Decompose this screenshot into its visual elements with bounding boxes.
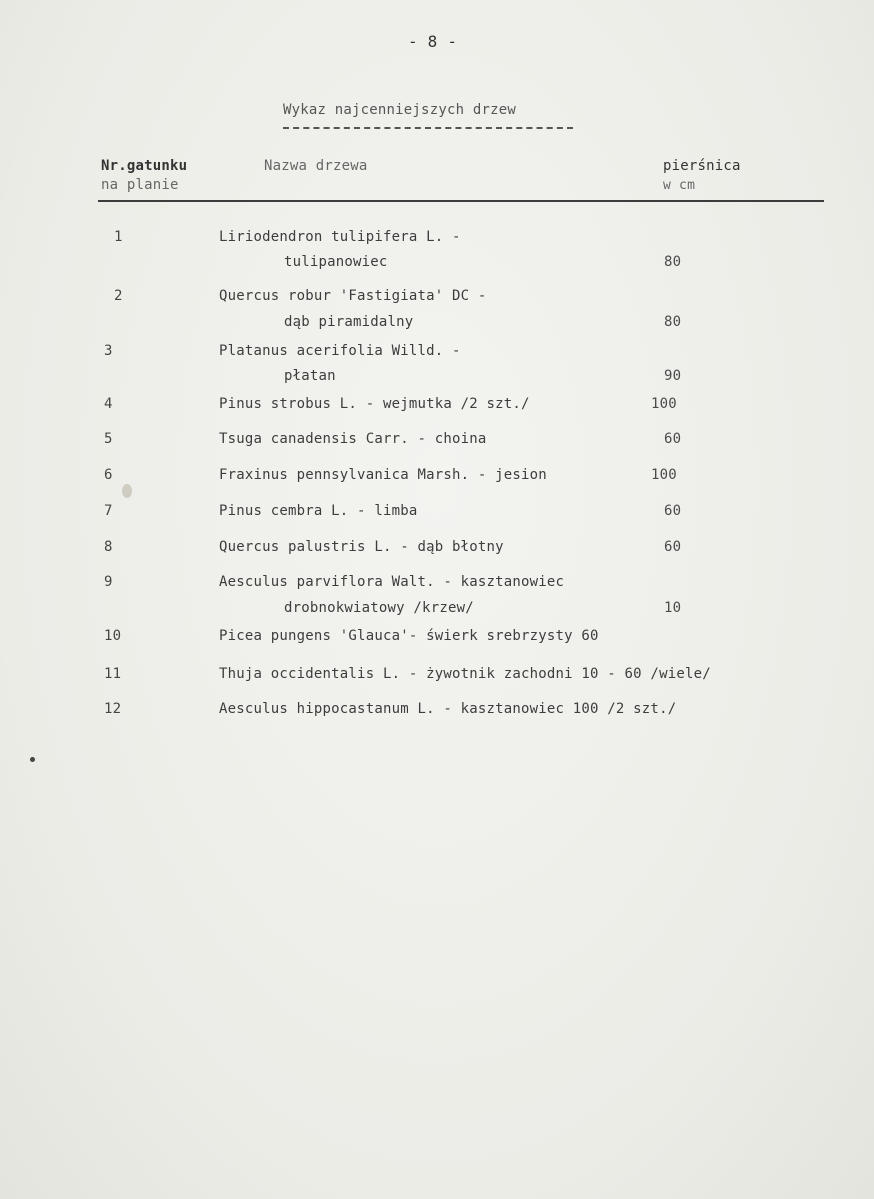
tree-name-cont: tulipanowiec: [284, 254, 388, 270]
row-number: 11: [104, 666, 122, 682]
row-number: 3: [104, 343, 113, 359]
tree-size: 10: [664, 600, 682, 616]
row-number: 5: [104, 431, 113, 447]
tree-name: Fraxinus pennsylvanica Marsh. - jesion: [219, 467, 547, 483]
header-name: Nazwa drzewa: [264, 158, 368, 174]
tree-name: Liriodendron tulipifera L. -: [219, 229, 461, 245]
tree-size: 100: [651, 467, 677, 483]
tree-name: Quercus palustris L. - dąb błotny: [219, 539, 504, 555]
row-number: 6: [104, 467, 113, 483]
tree-name-cont: drobnokwiatowy /krzew/: [284, 600, 474, 616]
tree-size: 80: [664, 254, 682, 270]
tree-size: 90: [664, 368, 682, 384]
row-number: 7: [104, 503, 113, 519]
tree-size: 60: [664, 431, 682, 447]
tree-size: 100: [651, 396, 677, 412]
tree-name: Quercus robur 'Fastigiata' DC -: [219, 288, 487, 304]
title-underline: [283, 127, 573, 129]
tree-name-cont: dąb piramidalny: [284, 314, 414, 330]
tree-name: Thuja occidentalis L. - żywotnik zachodni 10 - 60 /wiele/: [219, 666, 711, 682]
header-nr-line1: Nr.gatunku: [101, 158, 188, 174]
tree-name-cont: płatan: [284, 368, 336, 384]
row-number: 1: [114, 229, 123, 245]
tree-name: Aesculus hippocastanum L. - kasztanowiec 100 /2 szt./: [219, 701, 677, 717]
row-number: 2: [114, 288, 123, 304]
row-number: 12: [104, 701, 122, 717]
tree-name: Picea pungens 'Glauca'- świerk srebrzysty 60: [219, 628, 599, 644]
tree-name: Aesculus parviflora Walt. - kasztanowiec: [219, 574, 565, 590]
tree-size: 80: [664, 314, 682, 330]
tree-name: Pinus strobus L. - wejmutka /2 szt./: [219, 396, 530, 412]
punch-mark: [30, 757, 35, 762]
tree-name: Platanus acerifolia Willd. -: [219, 343, 461, 359]
row-number: 4: [104, 396, 113, 412]
row-number: 9: [104, 574, 113, 590]
row-number: 10: [104, 628, 122, 644]
row-number: 8: [104, 539, 113, 555]
tree-size: 60: [664, 503, 682, 519]
ink-smudge: [122, 484, 132, 498]
tree-name: Tsuga canadensis Carr. - choina: [219, 431, 487, 447]
header-rule: [98, 200, 824, 202]
header-nr-line2: na planie: [101, 177, 179, 193]
tree-size: 60: [664, 539, 682, 555]
page-number: - 8 -: [408, 32, 458, 51]
tree-name: Pinus cembra L. - limba: [219, 503, 418, 519]
header-size-line1: pierśnica: [663, 158, 741, 174]
header-size-line2: w cm: [663, 178, 696, 193]
document-title: Wykaz najcenniejszych drzew: [283, 102, 516, 118]
